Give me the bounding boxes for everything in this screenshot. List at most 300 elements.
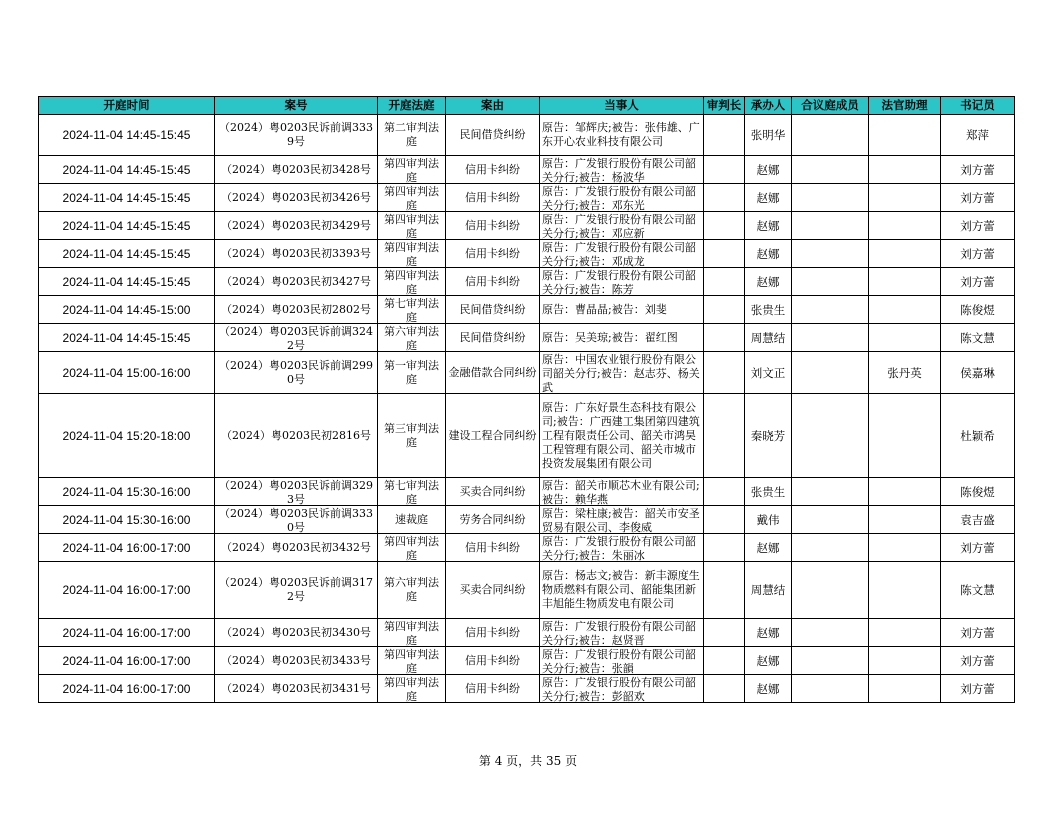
cell-courtroom bbox=[378, 619, 446, 647]
cell-cause-text: 信用卡纠纷 bbox=[465, 681, 520, 695]
cell-parties bbox=[540, 184, 704, 212]
cell-cause-text: 民间借贷纠纷 bbox=[459, 330, 526, 344]
cell-handler-text: 赵娜 bbox=[756, 625, 780, 640]
cell-presiding-judge bbox=[704, 240, 745, 268]
cell-panel-members bbox=[792, 647, 869, 675]
cell-cause-text: 买卖合同纠纷 bbox=[459, 583, 526, 596]
cell-clerk bbox=[941, 296, 1015, 324]
cell-parties bbox=[540, 352, 704, 394]
hearing-schedule-table bbox=[38, 96, 1015, 703]
cell-handler bbox=[745, 352, 792, 394]
cell-cause-text: 信用卡纠纷 bbox=[465, 274, 520, 288]
cell-parties-text: 原告：曹晶晶;被告：刘斐 bbox=[542, 302, 667, 316]
cell-cause-text: 信用卡纠纷 bbox=[465, 653, 520, 667]
cell-handler-text: 周慧结 bbox=[750, 583, 786, 597]
cell-courtroom bbox=[378, 156, 446, 184]
cell-cause bbox=[446, 184, 540, 212]
cell-courtroom bbox=[378, 184, 446, 212]
cell-handler-text: 赵娜 bbox=[756, 190, 780, 205]
cell-handler bbox=[745, 156, 792, 184]
cell-time-text: 2024-11-04 16:00-17:00 bbox=[62, 540, 191, 555]
cell-handler bbox=[745, 619, 792, 647]
cell-panel-members bbox=[792, 115, 869, 156]
cell-cause-text: 建设工程合同纠纷 bbox=[448, 428, 537, 442]
cell-clerk-text: 陈俊煜 bbox=[960, 302, 995, 317]
cell-courtroom bbox=[378, 394, 446, 478]
cell-time bbox=[39, 619, 215, 647]
cell-clerk bbox=[941, 324, 1015, 352]
cell-clerk bbox=[941, 394, 1015, 478]
cell-presiding-judge bbox=[704, 296, 745, 324]
cell-parties-text: 原告：广发银行股份有限公司韶关分行;被告：彭韶欢 bbox=[542, 675, 696, 702]
cell-cause-text: 信用卡纠纷 bbox=[465, 540, 520, 554]
cell-handler bbox=[745, 212, 792, 240]
cell-courtroom-text: 第四审判法庭 bbox=[384, 240, 439, 267]
cell-case-number-text: （2024）粤0203民诉前调3330号 bbox=[219, 506, 373, 533]
cell-case-number-text: （2024）粤0203民初3393号 bbox=[221, 246, 371, 260]
cell-courtroom bbox=[378, 212, 446, 240]
cell-courtroom bbox=[378, 324, 446, 352]
cell-courtroom-text: 第四审判法庭 bbox=[384, 647, 439, 674]
cell-presiding-judge bbox=[704, 156, 745, 184]
cell-clerk bbox=[941, 115, 1015, 156]
cell-parties bbox=[540, 115, 704, 156]
cell-presiding-judge bbox=[704, 115, 745, 156]
cell-cause-text: 信用卡纠纷 bbox=[465, 625, 520, 639]
cell-courtroom bbox=[378, 675, 446, 703]
cell-handler bbox=[745, 324, 792, 352]
cell-judge-assistant bbox=[869, 296, 941, 324]
cell-presiding-judge bbox=[704, 184, 745, 212]
cell-cause-text: 信用卡纠纷 bbox=[465, 162, 520, 176]
cell-handler-text: 张贵生 bbox=[750, 302, 786, 317]
cell-time bbox=[39, 115, 215, 156]
cell-time bbox=[39, 562, 215, 619]
cell-courtroom-text: 第四审判法庭 bbox=[384, 619, 439, 646]
cell-handler-text: 张贵生 bbox=[750, 484, 786, 499]
cell-cause bbox=[446, 534, 540, 562]
cell-clerk-text: 刘方蕾 bbox=[960, 218, 995, 233]
footer-page-number: 4 bbox=[494, 754, 503, 768]
cell-case-number-text: （2024）粤0203民诉前调3339号 bbox=[219, 121, 373, 148]
cell-clerk-text: 刘方蕾 bbox=[960, 190, 995, 205]
table-row bbox=[39, 394, 1015, 478]
cell-parties-text: 原告：广发银行股份有限公司韶关分行;被告：张韻 bbox=[542, 647, 696, 674]
table-row bbox=[39, 562, 1015, 619]
cell-clerk bbox=[941, 184, 1015, 212]
cell-time-text: 2024-11-04 14:45-15:45 bbox=[62, 128, 191, 142]
col-header-parties: 当事人 bbox=[540, 97, 704, 115]
cell-panel-members bbox=[792, 394, 869, 478]
cell-time bbox=[39, 212, 215, 240]
cell-parties-text: 原告：广发银行股份有限公司韶关分行;被告：邓应新 bbox=[542, 212, 696, 239]
cell-cause-text: 民间借贷纠纷 bbox=[459, 302, 526, 316]
cell-handler bbox=[745, 506, 792, 534]
cell-handler bbox=[745, 647, 792, 675]
col-header-courtroom: 开庭法庭 bbox=[378, 97, 446, 115]
cell-case-number bbox=[215, 675, 378, 703]
footer-suffix: 页 bbox=[565, 754, 578, 768]
cell-parties bbox=[540, 675, 704, 703]
cell-courtroom-text: 第四审判法庭 bbox=[384, 675, 439, 702]
cell-case-number bbox=[215, 534, 378, 562]
cell-parties bbox=[540, 296, 704, 324]
cell-presiding-judge bbox=[704, 394, 745, 478]
cell-handler-text: 赵娜 bbox=[756, 246, 780, 261]
col-header-time: 开庭时间 bbox=[39, 97, 215, 115]
cell-judge-assistant bbox=[869, 619, 941, 647]
cell-case-number bbox=[215, 268, 378, 296]
cell-clerk bbox=[941, 352, 1015, 394]
cell-case-number-text: （2024）粤0203民初3426号 bbox=[221, 190, 371, 204]
cell-courtroom bbox=[378, 296, 446, 324]
cell-handler-text: 赵娜 bbox=[756, 274, 780, 289]
cell-case-number bbox=[215, 115, 378, 156]
cell-parties bbox=[540, 534, 704, 562]
table-body bbox=[39, 115, 1015, 703]
cell-parties bbox=[540, 562, 704, 619]
cell-clerk bbox=[941, 534, 1015, 562]
cell-time-text: 2024-11-04 15:30-16:00 bbox=[62, 484, 191, 499]
col-header-panel-members: 合议庭成员 bbox=[792, 97, 869, 115]
cell-courtroom bbox=[378, 115, 446, 156]
cell-courtroom bbox=[378, 478, 446, 506]
cell-presiding-judge bbox=[704, 675, 745, 703]
cell-judge-assistant bbox=[869, 184, 941, 212]
cell-clerk-text: 刘方蕾 bbox=[960, 681, 995, 696]
footer-prefix: 第 bbox=[478, 754, 491, 768]
cell-judge-assistant-text: 张丹英 bbox=[887, 365, 922, 380]
cell-judge-assistant bbox=[869, 156, 941, 184]
cell-clerk-text: 陈文慧 bbox=[960, 583, 995, 597]
cell-handler-text: 赵娜 bbox=[756, 540, 780, 555]
cell-case-number-text: （2024）粤0203民诉前调2990号 bbox=[219, 358, 373, 386]
cell-clerk bbox=[941, 240, 1015, 268]
table-header-row bbox=[39, 97, 1015, 115]
cell-panel-members bbox=[792, 619, 869, 647]
cell-presiding-judge bbox=[704, 268, 745, 296]
col-header-cause: 案由 bbox=[446, 97, 540, 115]
cell-parties-text: 原告：广东好景生态科技有限公司;被告：广西建工集团第四建筑工程有限责任公司、韶关市鸿昊工程管理有限公司、韶关市城市投资发展集团有限公司 bbox=[542, 400, 700, 470]
cell-parties-text: 原告：广发银行股份有限公司韶关分行;被告：朱丽冰 bbox=[542, 534, 696, 561]
col-header-case-number: 案号 bbox=[215, 97, 378, 115]
cell-time bbox=[39, 352, 215, 394]
cell-cause bbox=[446, 619, 540, 647]
cell-courtroom-text: 第七审判法庭 bbox=[384, 478, 439, 505]
table-row bbox=[39, 268, 1015, 296]
cell-time bbox=[39, 324, 215, 352]
cell-case-number bbox=[215, 562, 378, 619]
cell-time bbox=[39, 506, 215, 534]
cell-handler bbox=[745, 115, 792, 156]
cell-courtroom-text: 第七审判法庭 bbox=[384, 296, 439, 323]
table-row bbox=[39, 534, 1015, 562]
cell-time-text: 2024-11-04 14:45-15:45 bbox=[62, 274, 191, 289]
cell-handler bbox=[745, 394, 792, 478]
cell-clerk bbox=[941, 156, 1015, 184]
cell-parties-text: 原告：韶关市顺芯木业有限公司;被告：赖华燕 bbox=[542, 478, 700, 505]
cell-time-text: 2024-11-04 14:45-15:00 bbox=[62, 302, 191, 317]
cell-clerk-text: 刘方蕾 bbox=[960, 540, 995, 555]
cell-time bbox=[39, 184, 215, 212]
cell-handler bbox=[745, 184, 792, 212]
cell-clerk bbox=[941, 619, 1015, 647]
cell-cause bbox=[446, 647, 540, 675]
cell-time-text: 2024-11-04 16:00-17:00 bbox=[62, 681, 191, 696]
cell-judge-assistant bbox=[869, 324, 941, 352]
cell-time bbox=[39, 268, 215, 296]
cell-handler bbox=[745, 296, 792, 324]
cell-cause bbox=[446, 324, 540, 352]
cell-cause bbox=[446, 394, 540, 478]
cell-case-number bbox=[215, 212, 378, 240]
cell-time-text: 2024-11-04 14:45-15:45 bbox=[62, 162, 191, 177]
cell-parties bbox=[540, 478, 704, 506]
cell-panel-members bbox=[792, 675, 869, 703]
cell-cause-text: 信用卡纠纷 bbox=[465, 246, 520, 260]
cell-cause bbox=[446, 562, 540, 619]
table-row bbox=[39, 240, 1015, 268]
cell-handler-text: 刘文正 bbox=[750, 365, 786, 380]
cell-parties bbox=[540, 506, 704, 534]
cell-courtroom-text: 第一审判法庭 bbox=[384, 358, 439, 386]
cell-case-number bbox=[215, 478, 378, 506]
cell-panel-members bbox=[792, 184, 869, 212]
col-header-clerk: 书记员 bbox=[941, 97, 1015, 115]
cell-courtroom-text: 第六审判法庭 bbox=[384, 324, 439, 351]
cell-panel-members bbox=[792, 296, 869, 324]
cell-case-number bbox=[215, 506, 378, 534]
cell-cause bbox=[446, 240, 540, 268]
cell-parties-text: 原告：邹辉庆;被告：张伟雄、广东开心农业科技有限公司 bbox=[542, 121, 700, 148]
cell-case-number bbox=[215, 240, 378, 268]
cell-clerk bbox=[941, 506, 1015, 534]
cell-courtroom bbox=[378, 562, 446, 619]
cell-presiding-judge bbox=[704, 212, 745, 240]
cell-cause-text: 信用卡纠纷 bbox=[465, 218, 520, 232]
cell-case-number-text: （2024）粤0203民初3432号 bbox=[221, 540, 371, 554]
cell-judge-assistant bbox=[869, 268, 941, 296]
cell-clerk-text: 郑萍 bbox=[966, 128, 989, 142]
cell-time-text: 2024-11-04 14:45-15:45 bbox=[62, 190, 191, 205]
cell-parties bbox=[540, 212, 704, 240]
cell-time bbox=[39, 534, 215, 562]
cell-case-number bbox=[215, 352, 378, 394]
col-header-handler: 承办人 bbox=[745, 97, 792, 115]
cell-case-number bbox=[215, 647, 378, 675]
cell-time-text: 2024-11-04 15:00-16:00 bbox=[62, 365, 191, 380]
cell-handler-text: 赵娜 bbox=[756, 653, 780, 668]
cell-handler-text: 戴伟 bbox=[756, 512, 780, 527]
cell-parties-text: 原告：中国农业银行股份有限公司韶关分行;被告：赵志芬、杨关武 bbox=[542, 352, 700, 393]
cell-time-text: 2024-11-04 14:45-15:45 bbox=[62, 218, 191, 233]
cell-clerk-text: 陈俊煜 bbox=[960, 484, 995, 499]
col-header-presiding-judge: 审判长 bbox=[704, 97, 745, 115]
cell-presiding-judge bbox=[704, 352, 745, 394]
cell-clerk-text: 刘方蕾 bbox=[960, 274, 995, 289]
cell-clerk-text: 侯嘉琳 bbox=[960, 365, 995, 380]
cell-courtroom-text: 第四审判法庭 bbox=[384, 184, 439, 211]
table-row bbox=[39, 324, 1015, 352]
col-header-judge-assistant: 法官助理 bbox=[869, 97, 941, 115]
cell-clerk-text: 刘方蕾 bbox=[960, 246, 995, 261]
cell-cause bbox=[446, 212, 540, 240]
table-row bbox=[39, 212, 1015, 240]
cell-case-number-text: （2024）粤0203民诉前调3242号 bbox=[219, 324, 373, 351]
cell-panel-members bbox=[792, 562, 869, 619]
cell-panel-members bbox=[792, 240, 869, 268]
cell-courtroom bbox=[378, 506, 446, 534]
cell-parties-text: 原告：广发银行股份有限公司韶关分行;被告：杨波华 bbox=[542, 156, 696, 183]
cell-time-text: 2024-11-04 15:30-16:00 bbox=[62, 512, 191, 527]
cell-clerk-text: 袁吉盛 bbox=[960, 512, 995, 527]
cell-case-number bbox=[215, 324, 378, 352]
cell-time bbox=[39, 647, 215, 675]
cell-courtroom-text: 第四审判法庭 bbox=[384, 212, 439, 239]
cell-time-text: 2024-11-04 16:00-17:00 bbox=[62, 653, 191, 668]
cell-presiding-judge bbox=[704, 534, 745, 562]
cell-parties bbox=[540, 324, 704, 352]
cell-case-number-text: （2024）粤0203民初3431号 bbox=[221, 681, 371, 695]
cell-case-number bbox=[215, 394, 378, 478]
cell-judge-assistant bbox=[869, 675, 941, 703]
cell-parties-text: 原告：吴美琼;被告：翟红图 bbox=[542, 330, 678, 344]
cell-cause bbox=[446, 352, 540, 394]
cell-courtroom-text: 第二审判法庭 bbox=[384, 121, 439, 148]
cell-handler-text: 赵娜 bbox=[756, 218, 780, 233]
cell-cause bbox=[446, 115, 540, 156]
cell-time bbox=[39, 675, 215, 703]
cell-clerk bbox=[941, 268, 1015, 296]
cell-cause bbox=[446, 156, 540, 184]
cell-case-number bbox=[215, 619, 378, 647]
cell-presiding-judge bbox=[704, 506, 745, 534]
cell-panel-members bbox=[792, 478, 869, 506]
cell-panel-members bbox=[792, 506, 869, 534]
cell-parties-text: 原告：广发银行股份有限公司韶关分行;被告：陈芳 bbox=[542, 268, 696, 295]
cell-parties bbox=[540, 268, 704, 296]
cell-cause bbox=[446, 675, 540, 703]
cell-time-text: 2024-11-04 16:00-17:00 bbox=[62, 625, 191, 640]
cell-parties bbox=[540, 647, 704, 675]
cell-parties-text: 原告：广发银行股份有限公司韶关分行;被告：邓成龙 bbox=[542, 240, 696, 267]
cell-cause bbox=[446, 296, 540, 324]
cell-cause-text: 买卖合同纠纷 bbox=[459, 484, 526, 498]
table-row bbox=[39, 675, 1015, 703]
cell-handler bbox=[745, 478, 792, 506]
cell-courtroom bbox=[378, 534, 446, 562]
cell-panel-members bbox=[792, 268, 869, 296]
cell-case-number-text: （2024）粤0203民初3430号 bbox=[221, 625, 371, 639]
cell-presiding-judge bbox=[704, 478, 745, 506]
cell-handler-text: 赵娜 bbox=[756, 162, 780, 177]
cell-case-number-text: （2024）粤0203民初3429号 bbox=[221, 218, 371, 232]
cell-handler bbox=[745, 675, 792, 703]
cell-courtroom bbox=[378, 647, 446, 675]
cell-case-number-text: （2024）粤0203民初2816号 bbox=[221, 428, 371, 442]
cell-parties bbox=[540, 619, 704, 647]
cell-panel-members bbox=[792, 212, 869, 240]
table-row bbox=[39, 619, 1015, 647]
cell-time-text: 2024-11-04 16:00-17:00 bbox=[62, 583, 191, 597]
cell-time bbox=[39, 478, 215, 506]
cell-handler bbox=[745, 240, 792, 268]
cell-judge-assistant bbox=[869, 506, 941, 534]
cell-presiding-judge bbox=[704, 647, 745, 675]
cell-courtroom-text: 第六审判法庭 bbox=[384, 576, 439, 603]
cell-handler-text: 秦晓芳 bbox=[750, 428, 786, 443]
cell-time bbox=[39, 156, 215, 184]
cell-judge-assistant bbox=[869, 534, 941, 562]
cell-parties-text: 原告：梁柱康;被告：韶关市安圣贸易有限公司、李俊威 bbox=[542, 506, 700, 533]
table-row bbox=[39, 647, 1015, 675]
cell-handler bbox=[745, 268, 792, 296]
page-footer bbox=[0, 752, 1056, 769]
table-row bbox=[39, 506, 1015, 534]
cell-parties-text: 原告：广发银行股份有限公司韶关分行;被告：赵贤晋 bbox=[542, 619, 696, 646]
cell-handler-text: 赵娜 bbox=[756, 681, 780, 696]
cell-time bbox=[39, 296, 215, 324]
cell-cause bbox=[446, 506, 540, 534]
cell-clerk-text: 刘方蕾 bbox=[960, 625, 995, 640]
cell-clerk bbox=[941, 212, 1015, 240]
cell-cause bbox=[446, 478, 540, 506]
cell-cause-text: 信用卡纠纷 bbox=[465, 190, 520, 204]
cell-clerk-text: 陈文慧 bbox=[960, 330, 995, 345]
cell-judge-assistant bbox=[869, 240, 941, 268]
cell-handler-text: 周慧结 bbox=[750, 330, 786, 345]
cell-courtroom-text: 第四审判法庭 bbox=[384, 534, 439, 561]
cell-handler bbox=[745, 562, 792, 619]
cell-judge-assistant bbox=[869, 562, 941, 619]
cell-courtroom-text: 第四审判法庭 bbox=[384, 156, 439, 183]
table-row bbox=[39, 352, 1015, 394]
cell-clerk-text: 杜颖希 bbox=[960, 428, 995, 443]
cell-panel-members bbox=[792, 534, 869, 562]
footer-middle: 页，共 bbox=[506, 754, 543, 768]
cell-judge-assistant bbox=[869, 394, 941, 478]
cell-parties bbox=[540, 240, 704, 268]
cell-cause bbox=[446, 268, 540, 296]
cell-clerk bbox=[941, 647, 1015, 675]
cell-clerk bbox=[941, 478, 1015, 506]
cell-courtroom bbox=[378, 352, 446, 394]
cell-time-text: 2024-11-04 14:45-15:45 bbox=[62, 330, 191, 345]
cell-case-number-text: （2024）粤0203民初3433号 bbox=[221, 653, 371, 667]
cell-case-number bbox=[215, 184, 378, 212]
cell-clerk bbox=[941, 675, 1015, 703]
cell-courtroom-text: 速裁庭 bbox=[395, 512, 428, 526]
cell-cause-text: 劳务合同纠纷 bbox=[459, 512, 526, 526]
cell-judge-assistant bbox=[869, 647, 941, 675]
cell-time-text: 2024-11-04 15:20-18:00 bbox=[62, 428, 191, 443]
table-row bbox=[39, 115, 1015, 156]
cell-case-number bbox=[215, 156, 378, 184]
cell-case-number bbox=[215, 296, 378, 324]
cell-courtroom bbox=[378, 240, 446, 268]
cell-parties-text: 原告：广发银行股份有限公司韶关分行;被告：邓东光 bbox=[542, 184, 696, 211]
cell-courtroom-text: 第三审判法庭 bbox=[384, 421, 439, 449]
cell-time-text: 2024-11-04 14:45-15:45 bbox=[62, 246, 191, 261]
cell-panel-members bbox=[792, 156, 869, 184]
cell-clerk-text: 刘方蕾 bbox=[960, 162, 995, 177]
cell-clerk bbox=[941, 562, 1015, 619]
cell-time bbox=[39, 240, 215, 268]
cell-judge-assistant bbox=[869, 115, 941, 156]
cell-case-number-text: （2024）粤0203民初2802号 bbox=[221, 302, 371, 316]
cell-presiding-judge bbox=[704, 562, 745, 619]
cell-panel-members bbox=[792, 324, 869, 352]
